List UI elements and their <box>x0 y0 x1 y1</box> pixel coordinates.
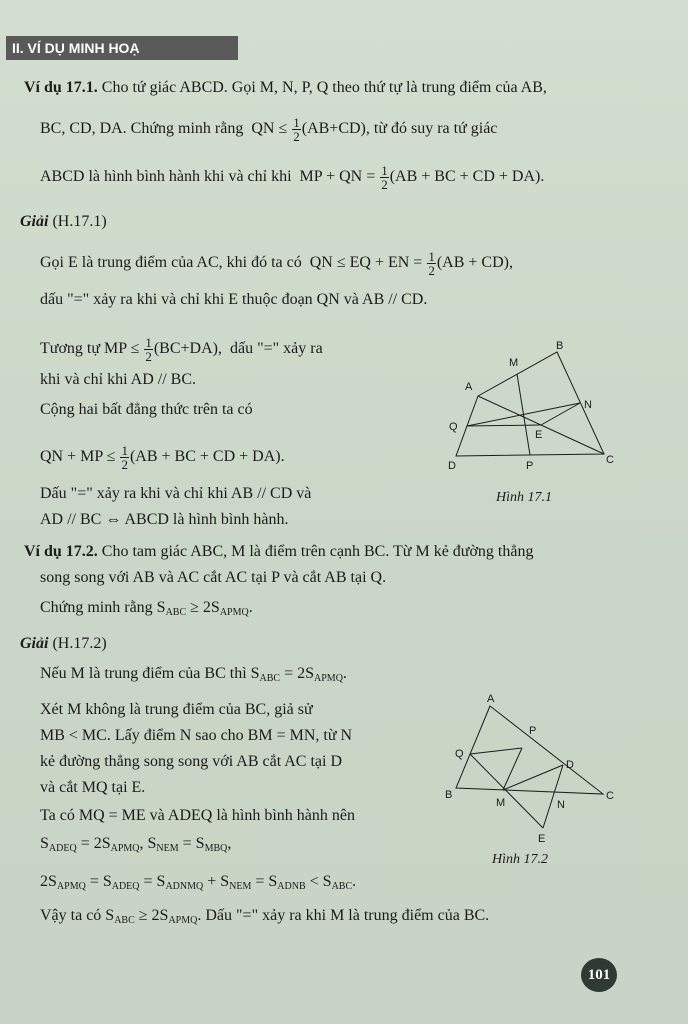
subscript: APMQ <box>219 607 249 618</box>
label-m: M <box>509 357 519 369</box>
sol2-ref: (H.17.2) <box>52 635 107 652</box>
page-number: 101 <box>581 958 617 992</box>
subscript: ABC <box>165 607 187 618</box>
sol1-text-3c: (BC+DA), <box>153 340 222 358</box>
sol2-text-7a: S <box>40 835 49 852</box>
label-m: M <box>496 797 506 809</box>
sol2-text-1c: . <box>342 665 347 682</box>
subscript: ABC <box>259 673 281 684</box>
label-e: E <box>535 429 543 441</box>
subscript: NEM <box>156 843 179 854</box>
label-e: E <box>538 833 546 845</box>
ex1-text-3c: (AB + BC + CD + DA). <box>389 168 545 186</box>
fraction-den: 2 <box>121 457 128 472</box>
figure-17-2-caption: Hình 17.2 <box>492 852 548 867</box>
sol1-ref: (H.17.1) <box>52 213 107 230</box>
label-d: D <box>566 759 574 771</box>
subscript: NEM <box>229 881 252 892</box>
figure-17-1-caption: Hình 17.1 <box>496 490 552 505</box>
sol2-line-2: Xét M không là trung điểm của BC, giả sử <box>40 701 313 718</box>
sol2-text-8g: . <box>352 873 357 890</box>
label-d: D <box>448 460 456 472</box>
sol2-text-7e: , <box>227 835 232 852</box>
sol1-text-3d: dấu "=" xảy ra <box>229 340 323 358</box>
subscript: ADEQ <box>48 843 77 854</box>
sol1-text-6b: (AB + BC + CD + DA). <box>129 448 285 466</box>
sol2-text-1b: = 2S <box>280 665 315 682</box>
sol2-heading <box>20 634 107 654</box>
fraction-num: 1 <box>381 163 388 178</box>
sol1-line-1 <box>40 250 513 277</box>
section-header: II. VÍ DỤ MINH HOẠ <box>6 36 238 60</box>
ex2-text-3c: . <box>248 599 253 616</box>
ex2-label: Ví dụ 17.2. <box>24 543 98 560</box>
label-p: P <box>529 725 537 737</box>
fraction <box>292 116 301 143</box>
label-c: C <box>606 454 614 466</box>
segment-qn <box>467 403 580 426</box>
ex1-text-2a: BC, CD, DA. Chứng minh rằng <box>40 120 244 138</box>
fraction <box>144 336 153 363</box>
figure-17-2 <box>440 690 640 850</box>
sol2-line-5: và cắt MQ tại E. <box>40 779 146 796</box>
subscript: APMQ <box>110 843 140 854</box>
ex2-line-2: song song với AB và AC cắt AC tại P và cắt AB tại Q. <box>40 569 387 586</box>
sol2-text-9c: . Dấu "=" xảy ra khi M là trung điểm của BC. <box>197 907 490 924</box>
figure-17-1 <box>438 330 638 480</box>
sol2-line-3: MB < MC. Lấy điểm N sao cho BM = MN, từ N <box>40 727 353 744</box>
sol2-text-8e: = S <box>251 873 278 890</box>
label-p: P <box>526 460 534 472</box>
sol1-heading <box>20 212 107 232</box>
fraction-num: 1 <box>145 335 152 350</box>
fraction <box>120 444 129 471</box>
sol2-text-8f: < S <box>305 873 332 890</box>
ex1-text-3b: MP + QN = <box>299 168 376 186</box>
fraction-num: 1 <box>121 443 128 458</box>
sol1-line-2: dấu "=" xảy ra khi và chỉ khi E thuộc đoạn QN và AB // CD. <box>40 291 428 308</box>
sol2-line-6: Ta có MQ = ME và ADEQ là hình bình hành nên <box>40 807 355 824</box>
subscript: ADNMQ <box>165 881 204 892</box>
sol1-text-3a: Tương tự <box>40 340 101 358</box>
sol1-label: Giải <box>20 213 49 230</box>
quadrilateral-abcd <box>456 352 604 456</box>
segment-de <box>543 765 563 828</box>
fraction-den: 2 <box>428 263 435 278</box>
sol1-line-4: khi và chỉ khi AD // BC. <box>40 371 196 388</box>
ex1-text-3a: ABCD là hình bình hành khi và chỉ khi <box>40 168 292 186</box>
label-a: A <box>465 381 473 393</box>
subscript: ABC <box>331 881 353 892</box>
sol2-label: Giải <box>20 635 49 652</box>
fraction-den: 2 <box>381 177 388 192</box>
subscript: APMQ <box>314 673 343 684</box>
subscript: APMQ <box>56 881 86 892</box>
subscript: MBQ <box>204 843 228 854</box>
ex2-line-1 <box>24 542 533 562</box>
sol2-text-7b: = 2S <box>76 835 111 852</box>
label-a: A <box>487 693 495 705</box>
ex1-line-1 <box>24 78 547 98</box>
sol2-line-4: kẻ đường thẳng song song với AB cắt AC tại D <box>40 753 343 770</box>
fraction-den: 2 <box>293 129 300 144</box>
ex1-label: Ví dụ 17.1. <box>24 79 98 96</box>
label-n: N <box>557 799 565 811</box>
label-q: Q <box>449 421 458 433</box>
sol1-line-5: Cộng hai bất đẳng thức trên ta có <box>40 401 253 418</box>
sol2-line-7 <box>40 834 231 859</box>
sol1-text-3b: MP ≤ <box>104 340 140 358</box>
ex1-line-2 <box>40 116 497 143</box>
segment-qe <box>467 425 541 426</box>
sol2-text-8a: 2S <box>40 873 57 890</box>
ex1-text-2c: (AB+CD), từ đó suy ra tứ giác <box>301 120 498 138</box>
sol1-text-1b: QN ≤ EQ + EN = <box>309 254 423 272</box>
segment-md <box>503 765 563 790</box>
ex2-text-3b: ≥ 2S <box>186 599 220 616</box>
sol1-text-1a: Gọi E là trung điểm của AC, khi đó ta có <box>40 254 302 272</box>
sol2-text-9b: ≥ 2S <box>134 907 169 924</box>
sol2-text-8d: + S <box>203 873 230 890</box>
subscript: APMQ <box>168 915 198 926</box>
sol2-text-9a: Vậy ta có S <box>40 907 115 924</box>
fraction-num: 1 <box>293 115 300 130</box>
subscript: ADEQ <box>111 881 140 892</box>
label-b: B <box>445 789 453 801</box>
sol1-text-6a: QN + MP ≤ <box>40 448 116 466</box>
fraction <box>427 250 436 277</box>
ex2-text-1: Cho tam giác ABC, M là điểm trên cạnh BC. Từ M kẻ đường thẳng <box>101 543 534 560</box>
sol2-line-1 <box>40 664 347 689</box>
fraction-den: 2 <box>145 349 152 364</box>
segment-en <box>541 403 580 425</box>
label-c: C <box>606 790 614 802</box>
fraction-num: 1 <box>428 249 435 264</box>
fraction <box>380 164 389 191</box>
label-n: N <box>584 399 592 411</box>
sol2-text-1a: Nếu M là trung điểm của BC thì S <box>40 665 260 682</box>
sol2-line-9 <box>40 906 489 931</box>
label-q: Q <box>455 748 464 760</box>
sol2-text-7c: , S <box>139 835 157 852</box>
ex1-line-3 <box>40 164 544 191</box>
ex2-line-3 <box>40 598 253 623</box>
sol1-line-3 <box>40 336 323 363</box>
sol2-text-8b: = S <box>85 873 112 890</box>
subscript: ADNB <box>277 881 306 892</box>
label-b: B <box>556 340 564 352</box>
triangle-abc <box>456 706 603 794</box>
ex1-text-2b: QN ≤ <box>251 120 288 138</box>
ex1-text-1: Cho tứ giác ABCD. Gọi M, N, P, Q theo thứ tự là trung điểm của AB, <box>101 79 547 96</box>
sol1-text-1c: (AB + CD), <box>436 254 513 272</box>
sol1-line-8: AD // BC ⇔ ABCD là hình bình hành. <box>40 511 289 528</box>
sol2-line-8 <box>40 872 356 897</box>
sol2-text-7d: = S <box>178 835 205 852</box>
sol1-line-7: Dấu "=" xảy ra khi và chỉ khi AB // CD và <box>40 485 312 502</box>
ex2-text-3a: Chứng minh rằng S <box>40 599 166 616</box>
sol1-line-6 <box>40 444 285 471</box>
subscript: ABC <box>114 915 135 926</box>
sol2-text-8c: = S <box>139 873 166 890</box>
segment-qp <box>470 748 522 754</box>
